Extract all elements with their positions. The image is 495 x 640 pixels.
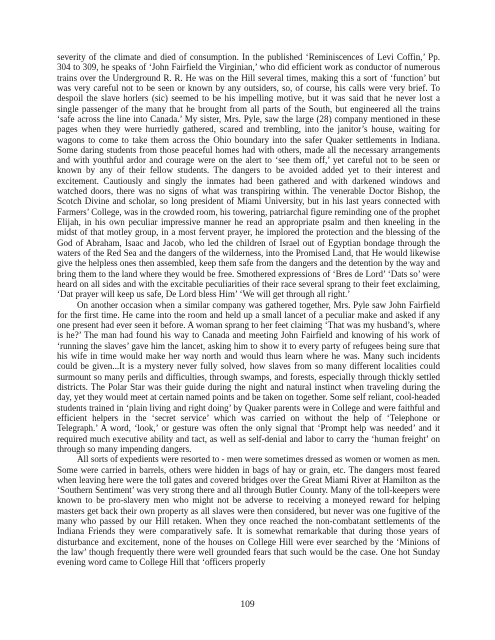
paragraph-1: severity of the climate and died of consumption. In the published ‘Reminiscences of Levi Coffin,’ Pp. 304 to 309, he speaks of ‘John Fairfield the Virginian,’ who did efficient work as conductor of numerous trains over the Underground R. R. He was on the Hill several times, making this a sort of ‘function’ but was very careful not to be seen or known by any outsiders, so, of course, his calls were very brief. To despoil the slave horlers (sic) seemed to be his impelling motive, but it was said that he never lost a single passenger of the many that he brought from all parts of the South, but engineered all the trains ‘safe across the line into Canada.’ My sister, Mrs. Pyle, saw the large (28) company mentioned in these pages when they were hurriedly gathered, scared and trembling, into the janitor’s house, waiting for wagons to come to take them across the Ohio boundary into the safer Quaker settlements in Indiana. Some daring students from those peaceful homes had with others, made all the necessary arrangements and with youthful ardor and courage were on the alert to ‘see them off,’ yet careful not to be seen or known by any of their fellow students. The dangers to be avoided added yet to their interest and excitement. Cautiously and singly the inmates had been gathered and with darkened windows and watched doors, there was no signs of what was transpiring within. The venerable Doctor Bishop, the Scotch Divine and scholar, so long president of Miami University, but in his last years connected with Farmers’ College, was in the crowded room, his towering, patriarchal figure reminding one of the prophet Elijah, in his own peculiar impressive manner he read an appropriate psalm and then kneeling in the midst of that motley group, in a most fervent prayer, he implored the protection and the blessing of the God of Abraham, Isaac and Jacob, who led the children of Israel out of Egyptian bondage through the waters of the Red Sea and the dangers of the wilderness, into the Promised Land, that He would likewise give the helpless ones then assembled, keep them safe from the dangers and the detention by the way and bring them to the land where they would be free. Smothered expressions of ‘Bres de Lord’ ‘Dats so’ were heard on all sides and with the excitable peculiarities of their race several sprang to their feet exclaiming, ‘Dat prayer will keep us safe, De Lord bless Him’ ‘We will get through all right.’	[57, 52, 440, 300]
paragraph-2: On another occasion when a similar company was gathered together, Mrs. Pyle saw John Fairfield for the first time. He came into the room and held up a small lancet of a peculiar make and asked if any one present had ever seen it before. A woman sprang to her feet claiming ‘That was my husband’s, where is he?’ The man had found his way to Canada and meeting John Fairfield and knowing of his work of ‘running the slaves’ gave him the lancet, asking him to show it to every party of refugees being sure that his wife in time would make her way north and would thus learn where he was. Many such incidents could be given...It is a mystery never fully solved, how slaves from so many different localities could surmount so many perils and difficulties, through swamps, and forests, especially through thickly settled districts. The Polar Star was their guide during the night and natural instinct when traveling during the day, yet they would meet at certain named points and be taken on together. Some self reliant, cool-headed students trained in ‘plain living and right doing’ by Quaker parents were in College and were faithful and efficient helpers in the ‘secret service’ which was carried on without the help of ‘Telephone or Telegraph.’ A word, ‘look,’ or gesture was often the only signal that ‘Prompt help was needed’ and it required much executive ability and tact, as well as self-denial and labor to carry the ‘human freight’ on through so many impending dangers.	[57, 299, 440, 454]
body-text	[57, 52, 440, 568]
paragraph-3: All sorts of expedients were resorted to - men were sometimes dressed as women or women as men. Some were carried in barrels, others were hidden in bags of hay or grain, etc. The dangers most feared when leaving here were the toll gates and covered bridges over the Great Miami River at Hamilton as the ‘Southern Sentiment’ was very strong there and all through Butler County. Many of the toll-keepers were known to be pro-slavery men who might not be adverse to receiving a moneyed reward for helping masters get back their own property as all slaves were then considered, but never was one fugitive of the many who passed by our Hill retaken. When they once reached the non-combatant settlements of the Indiana Friends they were comparatively safe. It is somewhat remarkable that during those years of disturbance and excitement, none of the houses on College Hill were ever searched by the ‘Minions of the law’ though frequently there were well grounded fears that such would be the case. One hot Sunday evening word came to College Hill that ‘officers properly	[57, 454, 440, 568]
page-number: 109	[240, 600, 255, 610]
